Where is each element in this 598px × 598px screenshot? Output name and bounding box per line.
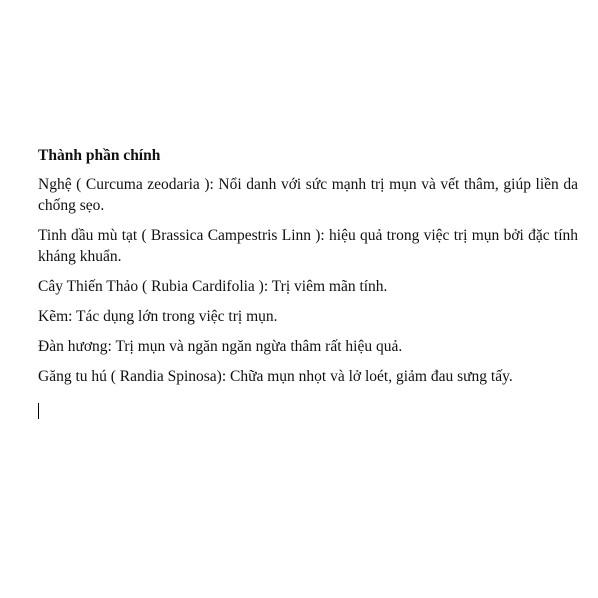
ingredient-paragraph: Tinh dầu mù tạt ( Brassica Campestris Linn ): hiệu quả trong việc trị mụn bởi đặc tính kháng khuẩn. (38, 227, 578, 265)
section-heading: Thành phần chính (38, 147, 161, 164)
ingredient-paragraph: Găng tu hú ( Randia Spinosa): Chữa mụn nhọt và lở loét, giảm đau sưng tấy. (38, 368, 513, 385)
ingredient-paragraph: Đàn hương: Trị mụn và ngăn ngăn ngừa thâm rất hiệu quả. (38, 338, 403, 355)
ingredient-paragraph: Cây Thiến Thảo ( Rubia Cardifolia ): Trị viêm mãn tính. (38, 278, 388, 295)
document-body[interactable] (38, 145, 578, 396)
text-cursor (38, 403, 39, 419)
ingredient-paragraph: Nghệ ( Curcuma zeodaria ): Nổi danh với sức mạnh trị mụn và vết thâm, giúp liền da chống sẹo. (38, 176, 578, 214)
ingredient-paragraph: Kẽm: Tác dụng lớn trong việc trị mụn. (38, 308, 278, 325)
